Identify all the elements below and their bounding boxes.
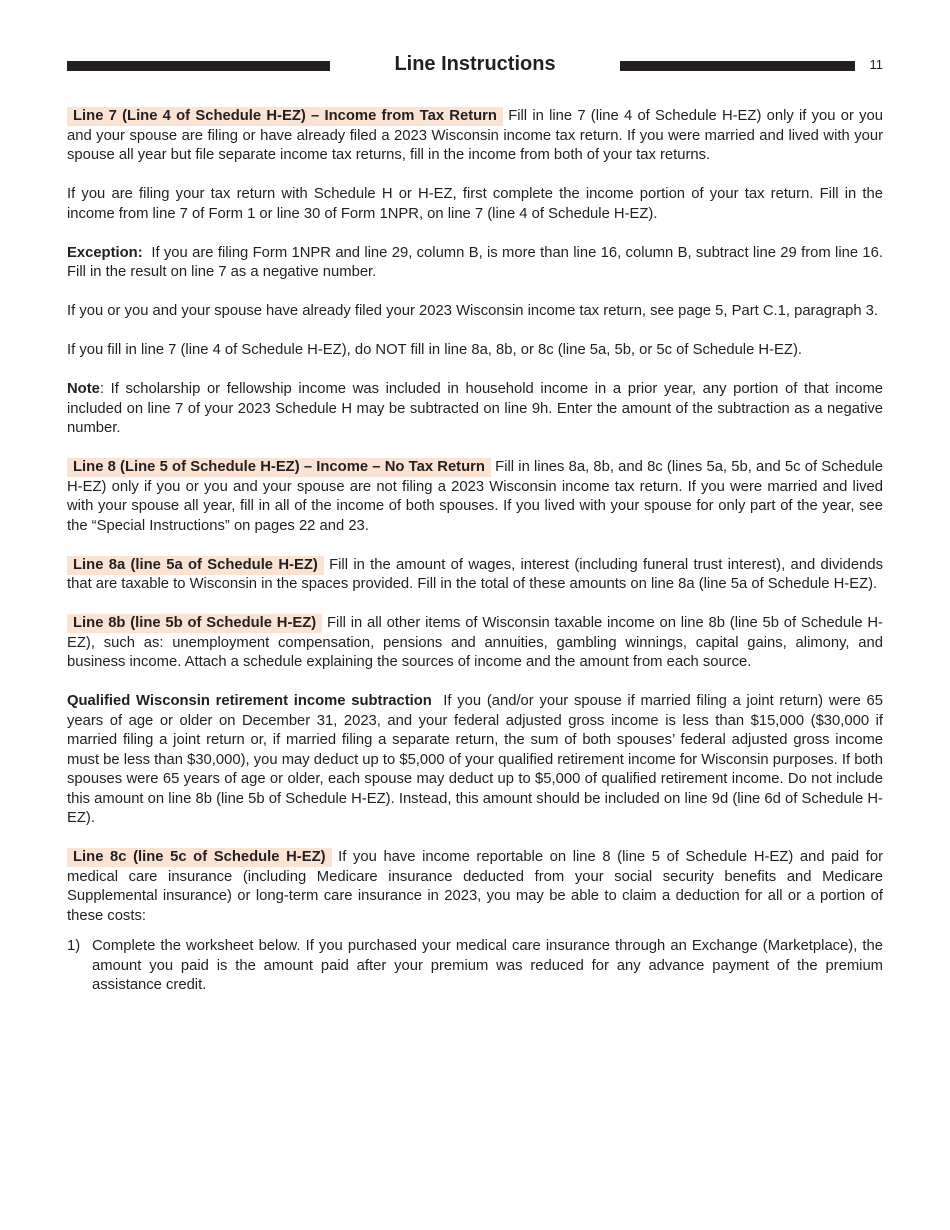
line8a-heading: Line 8a (line 5a of Schedule H-EZ): [67, 556, 324, 575]
line8b-paragraph: [67, 614, 883, 673]
retirement-paragraph: [67, 692, 883, 829]
exception-text: If you are filing Form 1NPR and line 29, column B, is more than line 16, column B, subtract line 29 from line 16. Fill in the result on line 7 as a negative number.: [67, 244, 883, 280]
worksheet-steps-list: [67, 937, 883, 996]
page-number: 11: [869, 57, 883, 72]
instructions-content: [67, 107, 883, 996]
note-text: : If scholarship or fellowship income was included in household income in a prior year, any portion of that income included on line 7 of your 2023 Schedule H may be subtracted on line 9h. Enter the amount of the subtraction as a negative number.: [67, 381, 883, 436]
exception-label: Exception:: [67, 244, 143, 261]
list-item: [67, 937, 883, 996]
line7-schedule-text: If you are filing your tax return with Schedule H or H-EZ, first complete the income portion of your tax return. Fill in the income from line 7 of Form 1 or line 30 of Form 1NPR, on line 7 (line 4 of Schedule H-EZ).: [67, 186, 883, 222]
do-not-fill-text: If you fill in line 7 (line 4 of Schedule H-EZ), do NOT fill in line 8a, 8b, or 8c (line 5a, 5b, or 5c of Schedule H-EZ).: [67, 342, 802, 358]
list-item-number: 1): [67, 938, 81, 954]
retirement-text: If you (and/or your spouse if married filing a joint return) were 65 years of age or older on December 31, 2023, and your federal adjusted gross income is less than $15,000 ($30,000 if married filing a joint return or, if married filing a separate return, the sum of both spouses’ federal adjusted gross income must be less than $30,000), you may deduct up to $5,000 of your qualified retirement income for Wisconsin purposes. If both spouses were 65 years of age or older, each spouse may deduct up to $5,000 of qualified retirement income. Do not include this amount on line 8b (line 5b of Schedule H-EZ). Instead, this amount should be included on line 9d (line 6d of Schedule H-EZ).: [67, 693, 883, 826]
line7-text: Fill in line 7 (line 4 of Schedule H-EZ) only if you or you and your spouse are filing or have already filed a 2023 Wisconsin income tax return. If you were married and lived with your spouse all year but file separate income tax returns, fill in the income from both of your tax returns.: [67, 108, 883, 163]
line7-heading: Line 7 (Line 4 of Schedule H-EZ) – Income from Tax Return: [67, 107, 503, 126]
line7-paragraph: [67, 107, 883, 166]
line8c-paragraph: [67, 848, 883, 926]
line8c-heading: Line 8c (line 5c of Schedule H-EZ): [67, 848, 332, 867]
header-rule-left: [67, 61, 330, 71]
already-filed-paragraph: [67, 302, 883, 322]
line8-paragraph: [67, 458, 883, 536]
already-filed-text: If you or you and your spouse have already filed your 2023 Wisconsin income tax return, see page 5, Part C.1, paragraph 3.: [67, 303, 879, 319]
retirement-heading: Qualified Wisconsin retirement income subtraction: [67, 693, 432, 709]
line8-heading: Line 8 (Line 5 of Schedule H-EZ) – Income – No Tax Return: [67, 458, 491, 477]
note-paragraph: [67, 380, 883, 439]
note-label: Note: [67, 381, 100, 397]
line8-text: Fill in lines 8a, 8b, and 8c (lines 5a, 5b, and 5c of Schedule H-EZ) only if you or you and your spouse are not filing a 2023 Wisconsin income tax return. If you were married and lived with your spouse all year, fill in all of the income of both spouses. If you lived with your spouse for only part of the year, see the “Special Instructions” on pages 22 and 23.: [67, 459, 883, 534]
line8c-text: If you have income reportable on line 8 (line 5 of Schedule H-EZ) and paid for medical care insurance (including Medicare insurance deducted from your social security benefits and Medicare Supplemental insurance) or long-term care insurance in 2023, you may be able to claim a deduction for all or a portion of these costs:: [67, 849, 883, 924]
exception-paragraph: [67, 244, 883, 283]
line8b-text: Fill in all other items of Wisconsin taxable income on line 8b (line 5b of Schedule H-EZ), such as: unemployment compensation, pensions and annuities, gambling winnings, capital gains, alimony, and business income. Attach a schedule explaining the sources of income and the amount from each source.: [67, 615, 883, 670]
line8a-paragraph: [67, 556, 883, 595]
line8a-text: Fill in the amount of wages, interest (including funeral trust interest), and dividends that are taxable to Wisconsin in the spaces provided. Fill in the total of these amounts on line 8a (line 5a of Schedule H-EZ).: [67, 556, 883, 592]
line7-schedule-paragraph: [67, 185, 883, 224]
page-header: [67, 50, 883, 80]
line8b-heading: Line 8b (line 5b of Schedule H-EZ): [67, 614, 322, 633]
page-title: Line Instructions: [394, 53, 556, 75]
do-not-fill-paragraph: [67, 341, 883, 361]
header-rule-right: [620, 61, 855, 71]
list-item-text: Complete the worksheet below. If you purchased your medical care insurance through an Exchange (Marketplace), the amount you paid is the amount paid after your premium was reduced for any advance payment of the premium assistance credit.: [92, 938, 883, 993]
